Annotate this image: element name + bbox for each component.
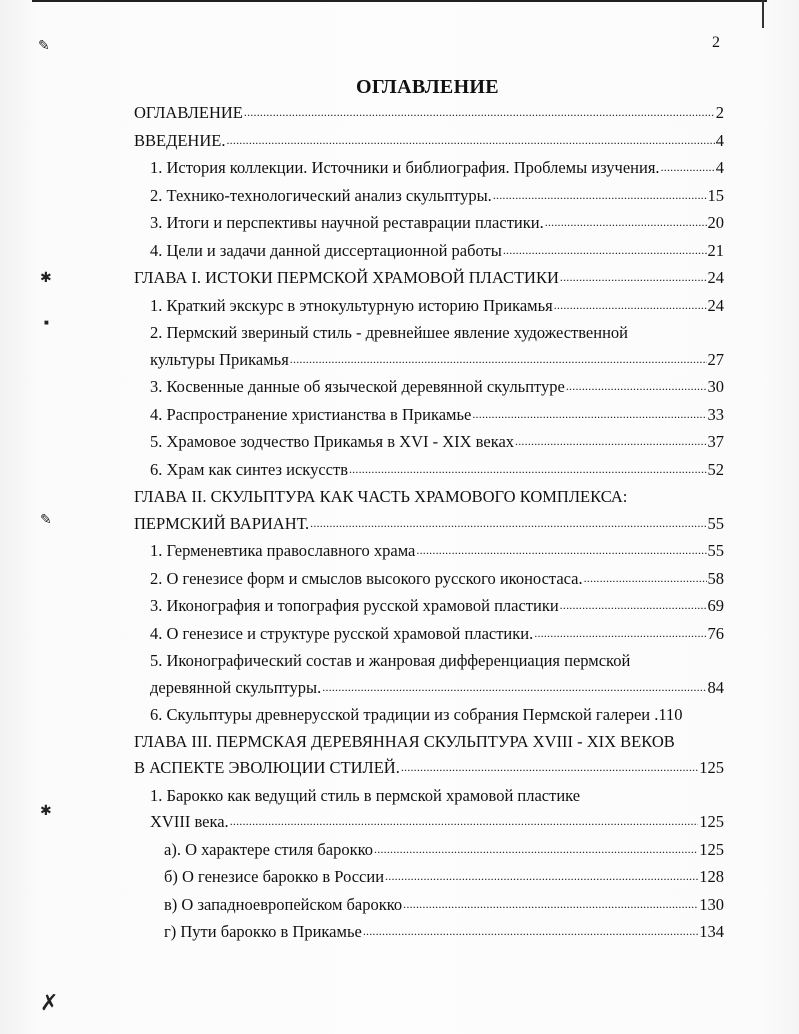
toc-entry-title: ВВЕДЕНИЕ. <box>134 130 226 150</box>
toc-entry-title: 3. Косвенные данные об языческой деревянной скульптуре <box>150 377 565 396</box>
toc-entry-title: 3. Иконография и топография русской храмовой пластики <box>150 596 559 615</box>
dot-leader <box>349 456 707 483</box>
toc-entry-title: а). О характере стиля барокко <box>164 839 374 859</box>
toc-entry-page: 69 <box>707 596 724 615</box>
toc-entry-chapter-2[interactable] <box>134 511 724 539</box>
toc-entry-page: 134 <box>699 922 724 941</box>
toc-entry-page: 125 <box>699 839 724 859</box>
toc-entry-page: 125 <box>699 758 724 777</box>
toc-entry-page: 130 <box>699 894 724 914</box>
dot-leader <box>363 918 698 945</box>
toc-entry-ch1-5[interactable] <box>134 429 724 457</box>
toc-entry-title: 1. Краткий экскурс в этнокультурную историю Прикамья <box>150 295 553 315</box>
toc-entry-title: 3. Итоги и перспективы научной реставрации пластики. <box>150 213 544 232</box>
toc-entry-page: 84 <box>707 677 724 697</box>
dot-leader <box>545 209 707 236</box>
toc-entry-page: 76 <box>707 623 724 643</box>
margin-speck-icon: ✱ <box>40 804 52 819</box>
toc-entry-page: 110 <box>658 705 683 724</box>
toc-entry-page: 30 <box>707 377 724 396</box>
margin-speck-icon: ■ <box>44 318 49 327</box>
toc-entry-page: 58 <box>707 568 724 588</box>
dot-leader <box>493 182 707 209</box>
toc-heading: ОГЛАВЛЕНИЕ <box>356 76 499 98</box>
toc-entry-title: 2. О генезисе форм и смыслов высокого русского иконостаса. <box>150 568 583 588</box>
dot-leader <box>554 292 707 319</box>
toc-entry-title: ОГЛАВЛЕНИЕ <box>134 103 243 122</box>
dot-leader <box>322 674 706 701</box>
dot-leader <box>230 808 699 835</box>
toc-entry-ch1-4[interactable] <box>134 402 724 430</box>
toc-entry-title: 6. Скульптуры древнерусской традиции из собрания Пермской галереи . <box>150 705 659 724</box>
dot-leader <box>472 401 706 428</box>
dot-leader <box>374 836 698 863</box>
toc-entry-title: г) Пути барокко в Прикамье <box>164 922 362 941</box>
toc-entry-title-line1: 5. Иконографический состав и жанровая дифференциация пермской <box>150 651 631 670</box>
toc-entry-page: 125 <box>699 812 724 831</box>
dot-leader <box>560 264 707 291</box>
dot-leader <box>566 373 707 400</box>
dot-leader <box>416 537 706 564</box>
toc-entry-ch1-2[interactable] <box>134 347 724 375</box>
toc-entry-ch1-3[interactable] <box>134 374 724 402</box>
toc-entry-page: 33 <box>707 404 724 424</box>
toc-entry-ch2-4[interactable] <box>134 621 724 649</box>
dot-leader <box>385 863 698 890</box>
toc-entry-intro-1[interactable] <box>134 155 724 183</box>
toc-entry-ch3-1d[interactable] <box>134 919 724 947</box>
toc-entry-page: 4 <box>715 130 724 150</box>
dot-leader <box>503 237 707 264</box>
toc-entry-toc[interactable] <box>134 100 724 128</box>
toc-entry-ch3-1c[interactable] <box>134 892 724 920</box>
toc-entry-title: 2. Технико-технологический анализ скульптуры. <box>150 185 492 205</box>
toc-entry-title-line1: ГЛАВА III. ПЕРМСКАЯ ДЕРЕВЯННАЯ СКУЛЬПТУРА XVIII - XIX ВЕКОВ <box>134 731 675 751</box>
toc-entry-title: 4. О генезисе и структуре русской храмовой пластики. <box>150 623 534 643</box>
toc-entry-title: в) О западноевропейском барокко <box>164 894 403 914</box>
toc-entry-title-line1: 2. Пермский звериный стиль - древнейшее явление художественной <box>150 323 628 342</box>
toc-entry-title: культуры Прикамья <box>150 349 289 369</box>
toc-entry-page: 55 <box>707 541 724 560</box>
toc-entry-title: 5. Храмовое зодчество Прикамья в XVI - XIX веках <box>150 432 515 451</box>
toc-entry-page: 128 <box>699 867 724 886</box>
dot-leader <box>403 891 698 918</box>
toc-entry-page: 4 <box>715 158 724 177</box>
toc-entry-chapter-3[interactable] <box>134 755 724 783</box>
dot-leader <box>401 754 698 781</box>
dot-leader <box>534 620 706 647</box>
dot-leader <box>661 154 715 181</box>
margin-speck-icon: ✎ <box>38 39 50 54</box>
toc-entry-intro-3[interactable] <box>134 210 724 238</box>
toc-entry-ch3-1a[interactable] <box>134 837 724 865</box>
toc-entry-ch2-6[interactable] <box>134 702 724 729</box>
toc-entry-ch1-6[interactable] <box>134 457 724 485</box>
dot-leader <box>290 346 707 373</box>
toc-entry-page: 24 <box>707 268 724 287</box>
toc-entry-page: 2 <box>715 103 724 122</box>
scan-edge-mark <box>762 0 764 28</box>
toc-entry-title: 4. Распространение христианства в Прикамье <box>150 404 472 424</box>
dot-leader <box>515 428 706 455</box>
toc-entry-intro-2[interactable] <box>134 183 724 211</box>
dot-leader <box>226 127 714 154</box>
toc-entry-page: 15 <box>707 185 724 205</box>
toc-entry-page: 24 <box>707 295 724 315</box>
toc-entry-page: 20 <box>707 213 724 232</box>
toc-entry-title: В АСПЕКТЕ ЭВОЛЮЦИИ СТИЛЕЙ. <box>134 758 400 777</box>
dot-leader <box>584 565 707 592</box>
dot-leader <box>310 510 706 537</box>
toc-entry-ch2-2[interactable] <box>134 566 724 594</box>
toc-entry-page: 27 <box>707 349 724 369</box>
page-number: 2 <box>712 34 720 51</box>
toc-entry-ch3-1[interactable] <box>134 809 724 837</box>
top-border-line <box>32 0 767 2</box>
toc-entry-ch1-1[interactable] <box>134 293 724 321</box>
toc-entry-title-line1: 1. Барокко как ведущий стиль в пермской храмовой пластике <box>150 785 581 805</box>
toc-entry-title: б) О генезисе барокко в России <box>164 867 385 886</box>
margin-speck-icon: ✎ <box>40 513 52 528</box>
toc-entry-page: 21 <box>707 240 724 260</box>
table-of-contents <box>134 100 724 947</box>
margin-speck-icon: ✱ <box>40 271 52 286</box>
toc-entry-title: деревянной скульптуры. <box>150 677 322 697</box>
dot-leader <box>560 592 707 619</box>
margin-speck-icon: ✗ <box>40 990 59 1015</box>
toc-entry-page: 37 <box>707 432 724 451</box>
toc-entry-title: 4. Цели и задачи данной диссертационной работы <box>150 240 502 260</box>
toc-entry-title: XVIII века. <box>150 812 229 831</box>
toc-entry-page: 52 <box>707 459 724 479</box>
toc-entry-intro-4[interactable] <box>134 238 724 266</box>
dot-leader <box>244 99 715 126</box>
toc-entry-page: 55 <box>707 513 724 533</box>
toc-entry-ch2-3[interactable] <box>134 593 724 621</box>
toc-entry-title: 6. Храм как синтез искусств <box>150 459 348 479</box>
toc-entry-title: ГЛАВА I. ИСТОКИ ПЕРМСКОЙ ХРАМОВОЙ ПЛАСТИКИ <box>134 268 559 287</box>
toc-entry-introduction[interactable] <box>134 128 724 156</box>
toc-entry-title-line1: ГЛАВА II. СКУЛЬПТУРА КАК ЧАСТЬ ХРАМОВОГО КОМПЛЕКСА: <box>134 487 628 506</box>
toc-entry-title: ПЕРМСКИЙ ВАРИАНТ. <box>134 513 310 533</box>
toc-entry-title: 1. Герменевтика православного храма <box>150 541 416 560</box>
toc-entry-ch2-5[interactable] <box>134 675 724 703</box>
toc-entry-title: 1. История коллекции. Источники и библиография. Проблемы изучения. <box>150 158 660 177</box>
toc-entry-ch3-1b[interactable] <box>134 864 724 892</box>
toc-entry-chapter-1[interactable] <box>134 265 724 293</box>
toc-entry-ch2-1[interactable] <box>134 538 724 566</box>
